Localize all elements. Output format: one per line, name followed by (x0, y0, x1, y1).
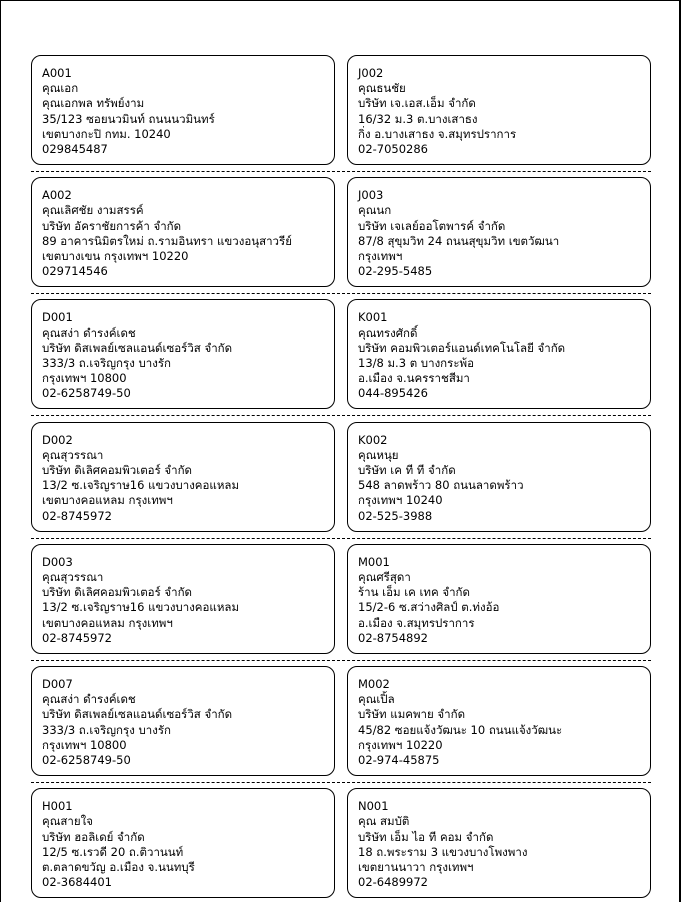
label-contact: คุณสง่า ดำรงค์เดช (42, 325, 136, 340)
label-company: บริษัท เอ็ม ไอ ที คอม จำกัด (358, 829, 494, 844)
cut-line (31, 293, 651, 294)
label-phone: 02-7050286 (358, 141, 428, 156)
label-address-line: 89 อาคารนิมิตรใหม่ ถ.รามอินทรา แขวงอนุสาวรีย์ (42, 233, 292, 248)
label-address-line: 45/82 ซอยแจ้งวัฒนะ 10 ถนนแจ้งวัฒนะ (358, 722, 563, 737)
label-contact: คุณเลิศชัย งามสรรค์ (42, 203, 144, 218)
label-phone: 02-6489972 (358, 875, 428, 890)
address-label-d001 (31, 299, 335, 409)
label-code: J002 (358, 66, 384, 80)
label-contact: คุณสง่า ดำรงค์เดช (42, 692, 136, 707)
cut-line (31, 660, 651, 661)
label-city-line: กรุงเทพฯ (358, 248, 403, 263)
label-company: บริษัท ดิสเพลย์เซลแอนด์เซอร์วิส จำกัด (42, 707, 233, 722)
label-code: M001 (358, 554, 390, 569)
label-company: บริษัท ฮอลิเดย์ จำกัด (42, 829, 145, 844)
label-phone: 02-6258749-50 (42, 386, 131, 401)
label-phone: 02-3684401 (42, 875, 112, 890)
label-phone: 029714546 (42, 264, 108, 279)
label-code: A001 (42, 66, 72, 80)
label-address-line: 13/2 ซ.เจริญราษ16 แขวงบางคอแหลม (42, 478, 240, 493)
label-city-line: เขตบางคอแหลม กรุงเทพฯ (42, 615, 173, 630)
label-city-line: ต.ตลาดขวัญ อ.เมือง จ.นนทบุรี (42, 859, 195, 874)
label-phone: 029845487 (42, 141, 108, 156)
address-label-a001 (31, 55, 335, 165)
label-company: บริษัท ดิเลิศคอมพิวเตอร์ จำกัด (42, 585, 193, 600)
label-address-line: 13/8 ม.3 ต บางกระพ้อ (358, 355, 474, 370)
cut-line (31, 782, 651, 783)
label-company: บริษัท เค ที ที จำกัด (358, 462, 456, 477)
label-code: D003 (42, 554, 73, 569)
label-address-line: 333/3 ถ.เจริญกรุง บางรัก (42, 722, 171, 737)
label-code: D001 (42, 310, 73, 325)
label-address-line: 548 ลาดพร้าว 80 ถนนลาดพร้าว (358, 478, 524, 493)
label-contact: คุณเอก (42, 81, 79, 96)
cut-line (31, 415, 651, 416)
cut-line (31, 538, 651, 539)
label-contact: คุณหนุย (358, 447, 399, 462)
label-contact: คุณสุวรรณา (42, 569, 104, 584)
label-contact: คุณธนชัย (358, 81, 406, 96)
label-phone: 02-6258749-50 (42, 752, 131, 767)
label-company: บริษัท เจเลย์ออโตพารค์ จำกัด (358, 218, 506, 233)
label-contact: คุณ สมบัติ (358, 814, 410, 829)
label-company: ร้าน เอ็ม เค เทค จำกัด (358, 585, 470, 600)
label-city-line: กรุงเทพฯ 10220 (358, 737, 443, 752)
label-contact: คุณสายใจ (42, 814, 93, 829)
label-city-line: เขตบางกะปิ กทม. 10240 (42, 126, 171, 141)
address-label-h001 (31, 788, 335, 898)
address-label-k002 (347, 422, 651, 532)
label-contact: คุณสุวรรณา (42, 447, 104, 462)
address-label-d007 (31, 666, 335, 776)
address-label-m002 (347, 666, 651, 776)
label-phone: 02-8745972 (42, 630, 112, 645)
address-label-m001 (347, 544, 651, 654)
address-label-a002 (31, 177, 335, 287)
label-code: K002 (358, 432, 388, 447)
label-city-line: เขตบางเขน กรุงเทพฯ 10220 (42, 248, 189, 263)
label-contact: คุณนก (358, 203, 392, 218)
label-code: K001 (358, 310, 388, 325)
label-company: บริษัท เจ.เอส.เอ็ม จำกัด (358, 96, 476, 111)
label-address-line: 16/32 ม.3 ต.บางเสาธง (358, 111, 478, 126)
label-address-line: 18 ถ.พระราม 3 แขวงบางโพงพาง (358, 844, 528, 859)
label-city-line: อ.เมือง จ.นครราชสีมา (358, 371, 470, 386)
label-phone: 02-525-3988 (358, 508, 433, 523)
label-phone: 044-895426 (358, 386, 428, 401)
address-label-j003 (347, 177, 651, 287)
label-company: บริษัท อัคราชัยการค้า จำกัด (42, 218, 182, 233)
cut-line (31, 171, 651, 172)
label-address-line: 333/3 ถ.เจริญกรุง บางรัก (42, 355, 171, 370)
label-address-line: 35/123 ซอยนวมินท์ ถนนนวมินทร์ (42, 111, 215, 126)
label-company: บริษัท ดิเลิศคอมพิวเตอร์ จำกัด (42, 462, 193, 477)
label-contact: คุณทรงศักดิ์ (358, 325, 418, 340)
label-code: M002 (358, 677, 390, 691)
label-code: H001 (42, 799, 73, 814)
label-code: D007 (42, 677, 73, 691)
label-city-line: อ.เมือง จ.สมุทรปราการ (358, 615, 475, 630)
label-city-line: กิ่ง อ.บางเสาธง จ.สมุทรปราการ (358, 126, 517, 141)
label-address-line: 13/2 ซ.เจริญราษ16 แขวงบางคอแหลม (42, 600, 240, 615)
label-address-line: 87/8 สุขุมวิท 24 ถนนสุขุมวิท เขตวัฒนา (358, 233, 560, 248)
label-city-line: กรุงเทพฯ 10240 (358, 493, 443, 508)
label-company: บริษัท แมคพาย จำกัด (358, 707, 466, 722)
label-company: คุณเอกพล ทรัพย์งาม (42, 96, 145, 111)
label-phone: 02-974-45875 (358, 752, 440, 767)
label-company: บริษัท คอมพิวเตอร์แอนด์เทคโนโลยี จำกัด (358, 340, 566, 355)
label-phone: 02-295-5485 (358, 264, 433, 279)
label-code: D002 (42, 432, 73, 447)
label-contact: คุณศรีสุดา (358, 569, 411, 584)
label-city-line: กรุงเทพฯ 10800 (42, 371, 127, 386)
label-code: A002 (42, 188, 72, 203)
label-code: J003 (358, 188, 384, 203)
address-label-k001 (347, 299, 651, 409)
label-city-line: เขตบางคอแหลม กรุงเทพฯ (42, 493, 173, 508)
address-label-d003 (31, 544, 335, 654)
label-address-line: 12/5 ซ.เรวดี 20 ถ.ติวานนท์ (42, 844, 184, 859)
address-label-d002 (31, 422, 335, 532)
label-code: N001 (358, 799, 389, 814)
label-address-line: 15/2-6 ซ.สว่างศิลป์ ต.ท่งอ้อ (358, 600, 500, 615)
label-contact: คุณเปิ้ล (358, 692, 395, 707)
address-label-n001 (347, 788, 651, 898)
label-company: บริษัท ดิสเพลย์เซลแอนด์เซอร์วิส จำกัด (42, 340, 233, 355)
label-city-line: เขตยานนาวา กรุงเทพฯ (358, 859, 474, 874)
label-phone: 02-8745972 (42, 508, 112, 523)
label-phone: 02-8754892 (358, 630, 428, 645)
label-city-line: กรุงเทพฯ 10800 (42, 737, 127, 752)
address-label-j002 (347, 55, 651, 165)
